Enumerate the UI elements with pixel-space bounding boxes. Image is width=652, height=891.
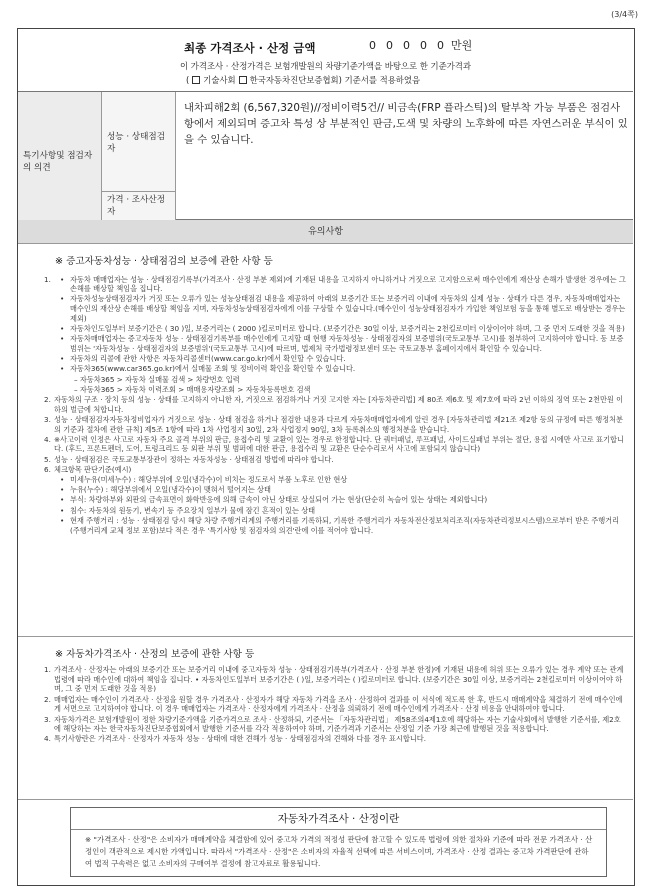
section-divider bbox=[18, 636, 633, 637]
report-frame bbox=[17, 28, 635, 886]
price-digits bbox=[364, 38, 472, 54]
list-item: 3. 자동차가격은 보험개발원이 정한 차량기준가액을 기준가격으로 조사 · 산정하되, 기준서는 「자동차관리법」 제58조의4제1호에 해당하는 자는 기술사회에서 발행한 기준서를, 제2호에 해당하는 자는 한국자동차진단보증협회에서 발행한 기준서를 각각 적용하여야 하며, 기준가격과 기준서는 산정일 기준 가장 최근에 발행된 것을 적용합니다. bbox=[44, 714, 621, 734]
list-item: 2. 매매업자는 매수인이 가격조사 · 산정을 원할 경우 가격조사 · 산정자가 해당 자동차 가격을 조사 · 산정하여 결과를 이 서식에 적도록 한 후, 반드시 매매계약을 체결하기 전에 매수인에게 서면으로 고지하여야 합니다. 이 경우 매매업자는 가격조사 · 산정자에게 가격조사 · 산정을 의뢰하기 전에 매수인에게 가격조사 · 산정 비용을 안내하여야 합니다. bbox=[44, 694, 623, 714]
inspector-label: 성능 · 상태점검자 bbox=[107, 132, 166, 154]
list-item: 4. 특기사항란은 가격조사 · 산정자가 자동차 성능 · 상태에 대한 견해가 성능 · 상태점검자의 견해와 다를 경우 표시합니다. bbox=[44, 734, 427, 744]
definition-title: 자동차가격조사 · 산정이란 bbox=[71, 808, 606, 830]
price-digit: 0 bbox=[437, 39, 444, 52]
final-price-title: 최종 가격조사 · 산정 금액 bbox=[184, 41, 316, 55]
list-item: 2. 자동차의 구조 · 장치 등의 성능 · 상태를 고지하지 아니한 자, 거짓으로 점검하거나 거짓 고지한 자는 [자동차관리법] 제 80조 제6호 및 제7호에 따라 2년 이하의 징역 또는 2천만원 이하의 벌금에 처합니다. bbox=[44, 394, 624, 414]
list-item: 1. • 자동차 매매업자는 성능 · 상태점검기록부(가격조사 · 산정 부분 제외)에 기재된 내용을 고지하지 아니하거나 거짓으로 고지함으로써 매수인에게 재산상 손해가 발생한 경우에는 그 손해를 배상할 책임을 집니다. • 자동차성능상태점검자가 거짓 또는 오류가 있는 성능상태점검 내용을 제공하여 아래의 보증기간 또는 보증거리 이내에 자동차의 실제 성능 · 상태가 다른 경우, 자동차매매업자는 매수인의 재산상 손해를 배상할 책임을 지며, 자동차성능상태점검자에게 이를 구상할 수 있습니다.(매수인이 성능상태점검자가 가입한 책임보험 등을 통해 별도로 배상받는 경우는 제외) • 자동차인도일부터 보증기간은 ( 30 )일, 보증거리는 ( 2000 )킬로미터로 합니다. (보증기간은 30일 이상, 보증거리는 2천킬로미터 이상이어야 하며, 그 중 먼저 도래한 것을 적용) • 자동차매매업자는 증고자동차 성능 · 상태점검기록부를 매수인에게 고지할 때 현행 자동차성능 · 상태점검자의 보증범위(국토교통부 고시)를 첨부하여 고지하여야 합니다. 동 보증범위는 '자동차성능 · 상태점검자의 보증범위'(국토교통부 고시)에 따르며, 법제처 국가법령정보센터 또는 국토교통부 홈페이지에서 확인할 수 있습니다. • 자동차의 리콜에 관한 사항은 자동차리콜센터(www.car.go.kr)에서 확인할 수 있습니다. • 자동차365(www.car365.go.kr)에서 실매물 조회 및 정비이력 확인을 확인할 수 있습니다. – 자동차365 > 자동차 실매물 검색 > 차량번호 입력 – 자동차365 > 자동차 이력조회 > 매매용자량조회 > 자동차등록번호 검색 bbox=[44, 274, 626, 394]
price-digit: 0 bbox=[369, 39, 376, 52]
list-item: 6. 체크항목 판단기준(예시) • 미세누유(미세누수) : 해당부위에 오일(냉각수)이 비치는 정도로서 부품 노후로 인한 현상 • 누유(누수) : 해당부위에서 오일(냉각수)이 맺혀서 떨어지는 상태 • 부식: 차량하부와 외판의 금속표면이 화학반응에 의해 금속이 아닌 상태로 상실되어 가는 현상(단순히 녹슬어 있는 상태는 제외합니다) • 침수: 자동차의 원동기, 변속기 등 주요장치 일부가 물에 잠긴 흔적이 있는 상태 • 현재 주행거리 : 성능 · 상태점검 당시 해당 차량 주행거리계의 주행거리를 기록하되, 기록한 주행거리가 자동차전산정보처리조직(자동차관리정보시스템)으로부터 받은 주행거리(주행거리계 교체 정보 포함)보다 적은 경우 '특기사항 및 점검자의 의견'란에 이를 적어야 합니다. bbox=[44, 464, 620, 535]
price-digit: 0 bbox=[420, 39, 427, 52]
notice-header: 유의사항 bbox=[18, 220, 633, 244]
list-item: 5. 성능 · 상태점검은 국토교통부장관이 정하는 자동차성능 · 상태점검 방법에 따라야 합니다. bbox=[44, 454, 334, 464]
definition-box bbox=[70, 807, 607, 877]
engineer-society-label: 기술사회 bbox=[203, 75, 236, 85]
price-basis-text: 이 가격조사 · 산정가격은 보험개발원의 차량기준가액을 바탕으로 한 기준가격과 bbox=[180, 61, 471, 71]
engineer-society-checkbox[interactable] bbox=[192, 76, 200, 84]
list-item: 3. 성능 · 상태점검자자동차정비업자가 거짓으로 성능 · 상태 점검을 하거나 점검한 내용과 다르게 자동차매매업자에게 알린 경우 [자동차관리법 제21조 제2항 등의 규정에 따른 행정처분의 기준과 절차에 관한 규칙] 제5조 1항에 따라 1차 사업정지 30일, 2차 사업정지 90일, 3차 등록취소의 행정처분을 받습니다. bbox=[44, 414, 623, 434]
diagnosis-association-label: 한국자동차진단보증협회 bbox=[249, 75, 339, 85]
final-price-summary bbox=[18, 29, 633, 92]
list-item: 1. 가격조사 · 산정자는 아래의 보증기간 또는 보증거리 이내에 중고자동차 성능 · 상태점검기록부(가격조사 · 산정 부분 한정)에 기재된 내용에 허위 또는 오류가 있는 경우 계약 또는 관계법령에 따라 매수인에 대하여 책임을 집니다. • 자동차인도일부터 보증기간은 ( )일, 보증거리는 ( )킬로미터로 합니다. (보증기간은 30일 이상, 보증거리는 2천킬로미터 이상이어야 하며, 그 중 먼저 도래한 것을 적용) bbox=[44, 665, 624, 694]
section2-list bbox=[44, 665, 626, 745]
definition-text: ※ "가격조사 · 산정"은 소비자가 매매계약을 체결함에 있어 중고차 가격의 적정성 판단에 참고할 수 있도록 법령에 의한 절차와 기준에 따라 전문 가격조사 · 산정인이 객관적으로 제시한 가액입니다. 따라서 "가격조사 · 산정"은 소비자의 자율적 선택에 따른 서비스이며, 가격조사 · 산정 결과는 중고차 가격판단에 관하여 법적 구속력은 없고 소비자의 구매여부 결정에 참고자료로 활용됩니다. bbox=[85, 835, 593, 868]
standard-selection: ( 기술사회 한국자동차진단보증협회 ) 기준서를 적용하였음 bbox=[186, 75, 421, 85]
price-digit: 0 bbox=[386, 39, 393, 52]
section2-title: ※ 자동차가격조사 · 산정의 보증에 관한 사항 등 bbox=[55, 649, 255, 660]
list-item: 4. ※사고이력 인정은 사고로 자동차 주요 골격 부위의 판금, 용접수리 및 교환이 있는 경우로 한정합니다. 단 쿼터패널, 루프패널, 사이드실패널 부위는 절단, 용접 시에만 사고로 표기합니다. (후드, 프론트펜더, 도어, 트렁크리드 등 외판 부위 및 범퍼에 대한 판금, 용접수리 및 교환은 단순수리로서 사고에 포함되지 않습니다) bbox=[44, 434, 624, 454]
price-digit: 0 bbox=[403, 39, 410, 52]
appraiser-label: 가격 · 조사산정자 bbox=[107, 195, 166, 217]
diagnosis-association-checkbox[interactable] bbox=[239, 76, 247, 84]
special-notes-header bbox=[18, 92, 102, 220]
special-notes-section bbox=[18, 92, 633, 220]
section-divider bbox=[18, 799, 633, 800]
special-notes-label: 특기사항및 점검자의 의견 bbox=[23, 151, 93, 173]
inspector-opinion-text: 내차피해2회 (6,567,320원)//정비이력5건// 비금속(FRP 플라스틱)의 탈부착 가능 부품은 점검사항에서 제외되며 증고차 특성 상 부분적인 판금,도색 및 차량의 노후화에 따른 자연스러운 부식이 있을 수 있습니다. bbox=[184, 102, 628, 146]
section1-title: ※ 증고자동차성능 · 상태점검의 보증에 관한 사항 등 bbox=[55, 256, 273, 267]
section1-list bbox=[44, 274, 626, 536]
appraiser-row-header bbox=[102, 192, 176, 220]
price-unit: 만원 bbox=[451, 39, 473, 52]
page-number: (3/4쪽) bbox=[611, 10, 638, 19]
inspector-row-header bbox=[102, 92, 176, 192]
